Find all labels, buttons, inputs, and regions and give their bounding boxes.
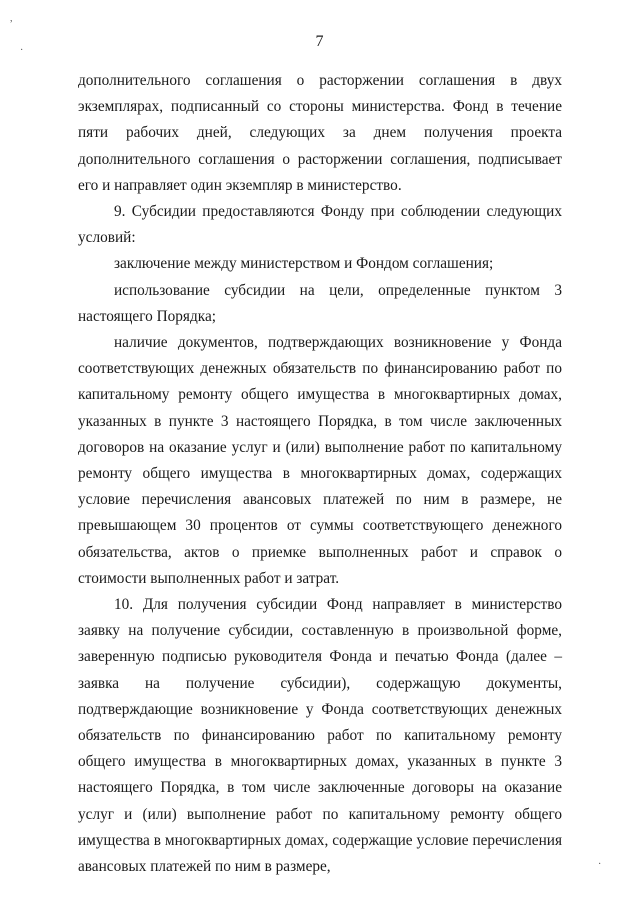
page-number: 7 xyxy=(315,33,324,50)
scan-speck: · xyxy=(598,859,602,870)
document-body xyxy=(78,68,562,880)
paragraph-condition-agreement: заключение между министерством и Фондом соглашения; xyxy=(114,255,494,273)
scan-speck: , xyxy=(10,13,13,24)
paragraph-condition-documents: наличие документов, подтверждающих возникновение у Фонда соответствующих денежных обязательств по финансированию работ по капитальному ремонту общего имущества в многоквартирных домах, указанных в пункте 3 настоящего Порядка, в том числе заключенных договоров на оказание услуг и (или) выполнение работ по капитальному ремонту общего имущества в многоквартирных домах, содержащих условие перечисления авансовых платежей по ним в размере, не превышающем 30 процентов от суммы соответствующего денежного обязательства, актов о приемке выполненных работ и справок о стоимости выполненных работ и затрат. xyxy=(78,334,562,587)
paragraph-continuation: дополнительного соглашения о расторжении соглашения в двух экземплярах, подписанный со стороны министерства. Фонд в течение пяти рабочих дней, следующих за днем получения проекта дополнительного соглашения о расторжении соглашения, подписывает его и направляет один экземпляр в министерство. xyxy=(78,72,562,194)
scan-speck: · xyxy=(20,45,24,56)
paragraph-clause-9: 9. Субсидии предоставляются Фонду при соблюдении следующих условий: xyxy=(78,203,562,247)
paragraph-clause-10: 10. Для получения субсидии Фонд направляет в министерство заявку на получение субсидии, составленную в произвольной форме, заверенную подписью руководителя Фонда и печатью Фонда (далее – заявка на получение субсидии), содержащую документы, подтверждающие возникновение у Фонда соответствующих денежных обязательств по финансированию работ по капитальному ремонту общего имущества в многоквартирных домах, указанных в пункте 3 настоящего Порядка, в том числе заключенные договоры на оказание услуг и (или) выполнение работ по капитальному ремонту общего имущества в многоквартирных домах, содержащие условие перечисления авансовых платежей по ним в размере, xyxy=(78,596,562,876)
paragraph-condition-purpose: использование субсидии на цели, определенные пунктом 3 настоящего Порядка; xyxy=(78,281,562,325)
